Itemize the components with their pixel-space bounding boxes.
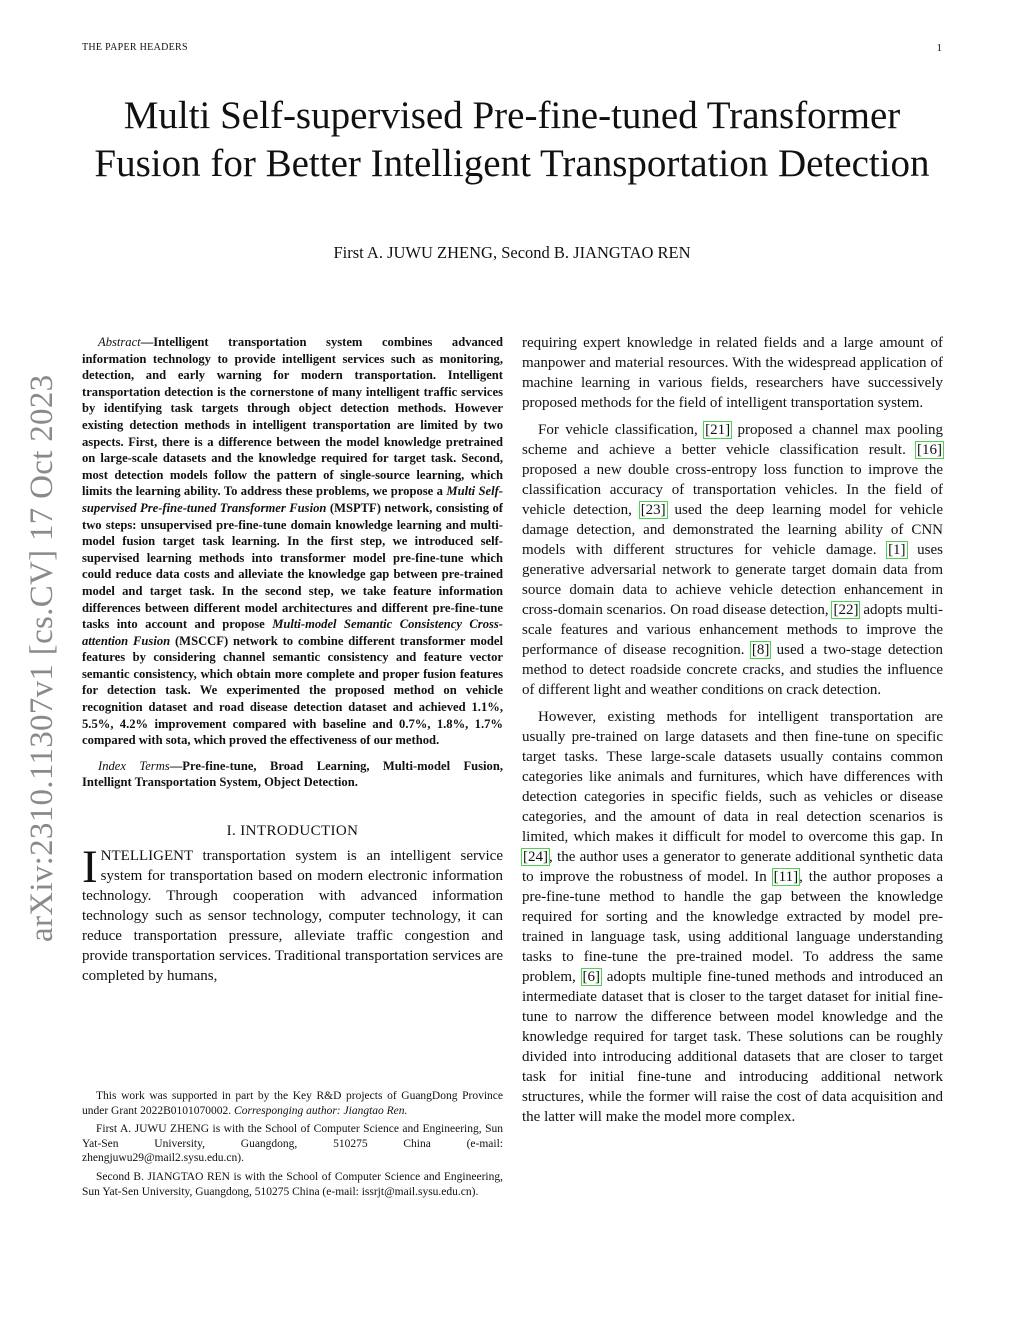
text-run: , the author uses a generator to generate additional synthetic data to improve the robustness of model. In	[522, 849, 943, 885]
left-column	[82, 334, 503, 986]
text-run: proposed a new double cross-entropy loss function to improve the classification accuracy of transportation vehicles. In the field of vehicle detection,	[522, 462, 943, 518]
citation-link[interactable]: [8]	[751, 642, 770, 658]
paper-title: Multi Self-supervised Pre-fine-tuned Transformer Fusion for Better Intelligent Transportation Detection	[94, 94, 930, 185]
abstract	[82, 334, 503, 749]
abstract-method-name: Multi Self-supervised Pre-fine-tuned Transformer Fusion	[82, 484, 504, 515]
footnotes	[82, 1089, 503, 1203]
footnote-author-1: First A. JUWU ZHENG is with the School of Computer Science and Engineering, Sun Yat-Sen University, Guangdong, 510275 China (e-mail: zhengjuwu29@mail2.sysu.edu.cn).	[82, 1123, 503, 1165]
citation-link[interactable]: [23]	[640, 502, 666, 518]
intro-first-word: NTELLIGENT	[100, 848, 193, 865]
citation-link[interactable]: [16]	[917, 442, 942, 458]
footnote-author-2: Second B. JIANGTAO REN is with the School of Computer Science and Engineering, Sun Yat-Sen University, Guangdong, 510275 China (e-mail: issrjt@mail.sysu.edu.cn).	[82, 1170, 503, 1198]
footnote-corresponding-author: Corresponging author: Jiangtao Ren.	[234, 1104, 408, 1117]
text-run: used a two-stage detection method to detect roadside concrete cracks, and studies the influence of different light and weather conditions on crack detection.	[522, 642, 943, 698]
abstract-module-name: Multi-model Semantic Consistency Cross-attention Fusion	[82, 617, 503, 648]
footnote-funding-text: This work was supported in part by the Key R&D projects of GuangDong Province under Grant 2022B0101070002.	[82, 1090, 503, 1117]
footnote-funding	[82, 1089, 503, 1118]
body-paragraph-3	[522, 707, 943, 1127]
section-heading-introduction: I. INTRODUCTION	[226, 823, 359, 840]
text-run: , the author proposes a pre-fine-tune method to handle the gap between the knowledge required for sorting and the knowledge extracted by model pre-trained in language task, using additional language understanding tasks to fine-tune the pre-trained model. To address the same problem,	[522, 869, 943, 985]
text-run: For vehicle classification,	[538, 422, 705, 438]
text-run: used the deep learning model for vehicle damage detection, and demonstrated the learning ability of CNN models with different structures for vehicle damage.	[522, 502, 943, 558]
text-run: uses generative adversarial network to generate target domain data from source domain data to achieve vehicle detection enhancement in cross-domain scenarios. On road disease detection,	[522, 542, 943, 618]
citation-link[interactable]: [21]	[705, 422, 731, 438]
paper-authors: First A. JUWU ZHENG, Second B. JIANGTAO REN	[333, 243, 691, 262]
index-terms	[82, 758, 503, 791]
intro-paragraph	[82, 841, 503, 986]
citation-link[interactable]: [6]	[582, 969, 601, 985]
body-paragraph-2	[522, 420, 943, 700]
drop-cap: I	[82, 841, 98, 894]
running-header: THE PAPER HEADERS	[82, 42, 188, 53]
intro-text: transportation system is an intelligent service system for transportation based on modern electronic information technology. Through cooperation with advanced information technology such as sensor technology, computer technology, it can reduce transportation pressure, alleviate traffic congestion and provide transportation services. Traditional transportation services are completed by humans,	[82, 848, 503, 985]
abstract-lead: Abstract	[98, 335, 141, 349]
abstract-text-2: (MSPTF) network, consisting of two steps: unsupervised pre-fine-tune domain knowledge learning and multi-model fusion target task learning. In the first step, we introduced self-supervised learning methods into transformer model pre-fine-tune which could reduce data costs and alleviate the knowledge gap between pre-trained model and target task. In the second step, we take feature information differences between different model architectures and different pre-fine-tune tasks into account and propose	[82, 500, 503, 632]
citation-link[interactable]: [24]	[523, 849, 548, 865]
right-column	[522, 333, 943, 1134]
index-terms-lead: Index Terms	[98, 758, 170, 773]
text-run: proposed a channel max pooling scheme and achieve a better vehicle classification result.	[522, 422, 943, 458]
body-paragraph-1: requiring expert knowledge in related fields and a large amount of manpower and material resources. With the widespread application of machine learning in various fields, researchers have successively proposed methods for the field of intelligent transportation system.	[522, 335, 943, 411]
citation-link[interactable]: [1]	[888, 542, 906, 558]
citation-link[interactable]: [11]	[773, 869, 799, 885]
index-terms-text: —Pre-fine-tune, Broad Learning, Multi-model Fusion, Intellignt Transportation System, Object Detection.	[82, 758, 504, 790]
text-run: adopts multiple fine-tuned methods and introduced an intermediate dataset that is closer to the target dataset for initial fine-tune to narrow the difference between model knowledge and the knowledge required for target task. These solutions can be roughly divided into introducing additional datasets that are closer to target task for initial fine-tune and introducing additional network structures, while the former will raise the cost of data acquisition and the latter will make the model more complex.	[522, 969, 943, 1125]
arxiv-stamp[interactable]: arXiv:2310.11307v1 [cs.CV] 17 Oct 2023	[24, 374, 60, 942]
citation-link[interactable]: [22]	[833, 602, 859, 618]
text-run: However, existing methods for intelligent transportation are usually pre-trained on large datasets and then fine-tune on specific target tasks. These large-scale datasets usually contains common categories like animals and furnitures, which have differences with detection categories in specific fields, such as vehicles or disease categories, and the amount of data in real detection scenarios is limited, which makes it difficult for model to overcome this gap. In	[522, 709, 943, 845]
abstract-text-1: —Intelligent transportation system combines advanced information technology to provide intelligent services such as monitoring, detection, and early warning for modern transportation. Intelligent transportation detection is the cornerstone of many intelligent traffic services by identifying task targets through object detection methods. However existing detection methods in intelligent transportation are limited by two aspects. First, there is a difference between the model knowledge pretrained on large-scale datasets and the knowledge required for target task. Second, most detection models follow the pattern of single-source learning, which limits the learning ability. To address these problems, we propose a	[82, 335, 503, 499]
text-run: adopts multi-scale features and various enhancement methods to improve the performance of disease recognition.	[522, 602, 944, 658]
page-number: 1	[936, 42, 942, 54]
abstract-text-3: (MSCCF) network to combine different transformer model features by considering channel semantic consistency and feature vector semantic consistency, which obtain more complete and proper fusion features for detection task. We experimented the proposed method on vehicle recognition dataset and road disease detection dataset and achieved 1.1%, 5.5%, 4.2% improvement compared with baseline and 0.7%, 1.8%, 1.7% compared with sota, which proved the effectiveness of our method.	[82, 633, 503, 748]
